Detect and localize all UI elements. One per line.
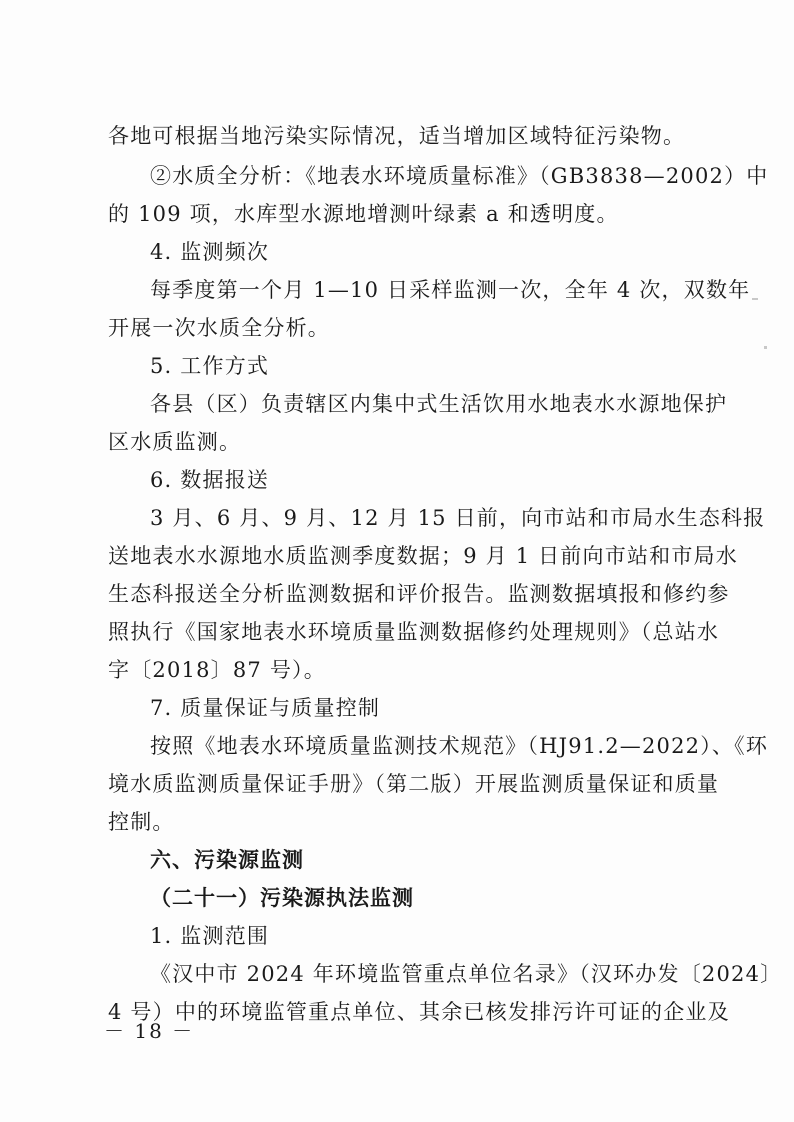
body-text-line: ②水质全分析：《地表水环境质量标准》（GB3838—2002）中 — [150, 164, 769, 188]
body-text-line: 控制。 — [108, 810, 175, 834]
chapter-heading-pollution-source: 六、污染源监测 — [150, 848, 304, 872]
section-heading-frequency: 4. 监测频次 — [150, 240, 270, 264]
body-text-line: 照执行《国家地表水环境质量监测数据修约处理规则》（总站水 — [108, 620, 720, 644]
body-text-line: 开展一次水质全分析。 — [108, 316, 330, 340]
section-heading-work-mode: 5. 工作方式 — [150, 354, 270, 378]
body-text-line: 各地可根据当地污染实际情况，适当增加区域特征污染物。 — [108, 124, 686, 148]
page-number: － 18 － — [104, 1019, 195, 1043]
body-text-line: 按照《地表水环境质量监测技术规范》（HJ91.2—2022）、《环 — [150, 734, 769, 758]
body-text-line: 《汉中市 2024 年环境监管重点单位名录》（汉环办发〔2024〕 — [150, 962, 783, 986]
body-text-line: 的 109 项，水库型水源地增测叶绿素 a 和透明度。 — [108, 202, 619, 226]
body-text-line: 区水质监测。 — [108, 430, 242, 454]
body-text-line: 各县（区）负责辖区内集中式生活饮用水地表水水源地保护 — [150, 392, 728, 416]
section-heading-scope: 1. 监测范围 — [150, 924, 270, 948]
body-text-line: 4 号）中的环境监管重点单位、其余已核发排污许可证的企业及 — [108, 1000, 730, 1024]
scan-artifact-mark — [764, 346, 767, 349]
body-text-line: 字〔2018〕87 号）。 — [108, 658, 326, 682]
subsection-heading-enforcement: （二十一）污染源执法监测 — [150, 885, 414, 910]
section-heading-quality: 7. 质量保证与质量控制 — [150, 696, 381, 720]
body-text-line: 3 月、6 月、9 月、12 月 15 日前，向市站和市局水生态科报 — [150, 506, 766, 530]
body-text-line: 生态科报送全分析监测数据和评价报告。监测数据填报和修约参 — [108, 582, 730, 606]
scan-artifact-mark — [752, 298, 758, 300]
body-text-line: 境水质监测质量保证手册》（第二版）开展监测质量保证和质量 — [108, 772, 720, 796]
body-text-line: 送地表水水源地水质监测季度数据；9 月 1 日前向市站和市局水 — [108, 544, 738, 568]
section-heading-data-reporting: 6. 数据报送 — [150, 468, 270, 492]
body-text-line: 每季度第一个月 1—10 日采样监测一次，全年 4 次，双数年 — [150, 278, 751, 302]
